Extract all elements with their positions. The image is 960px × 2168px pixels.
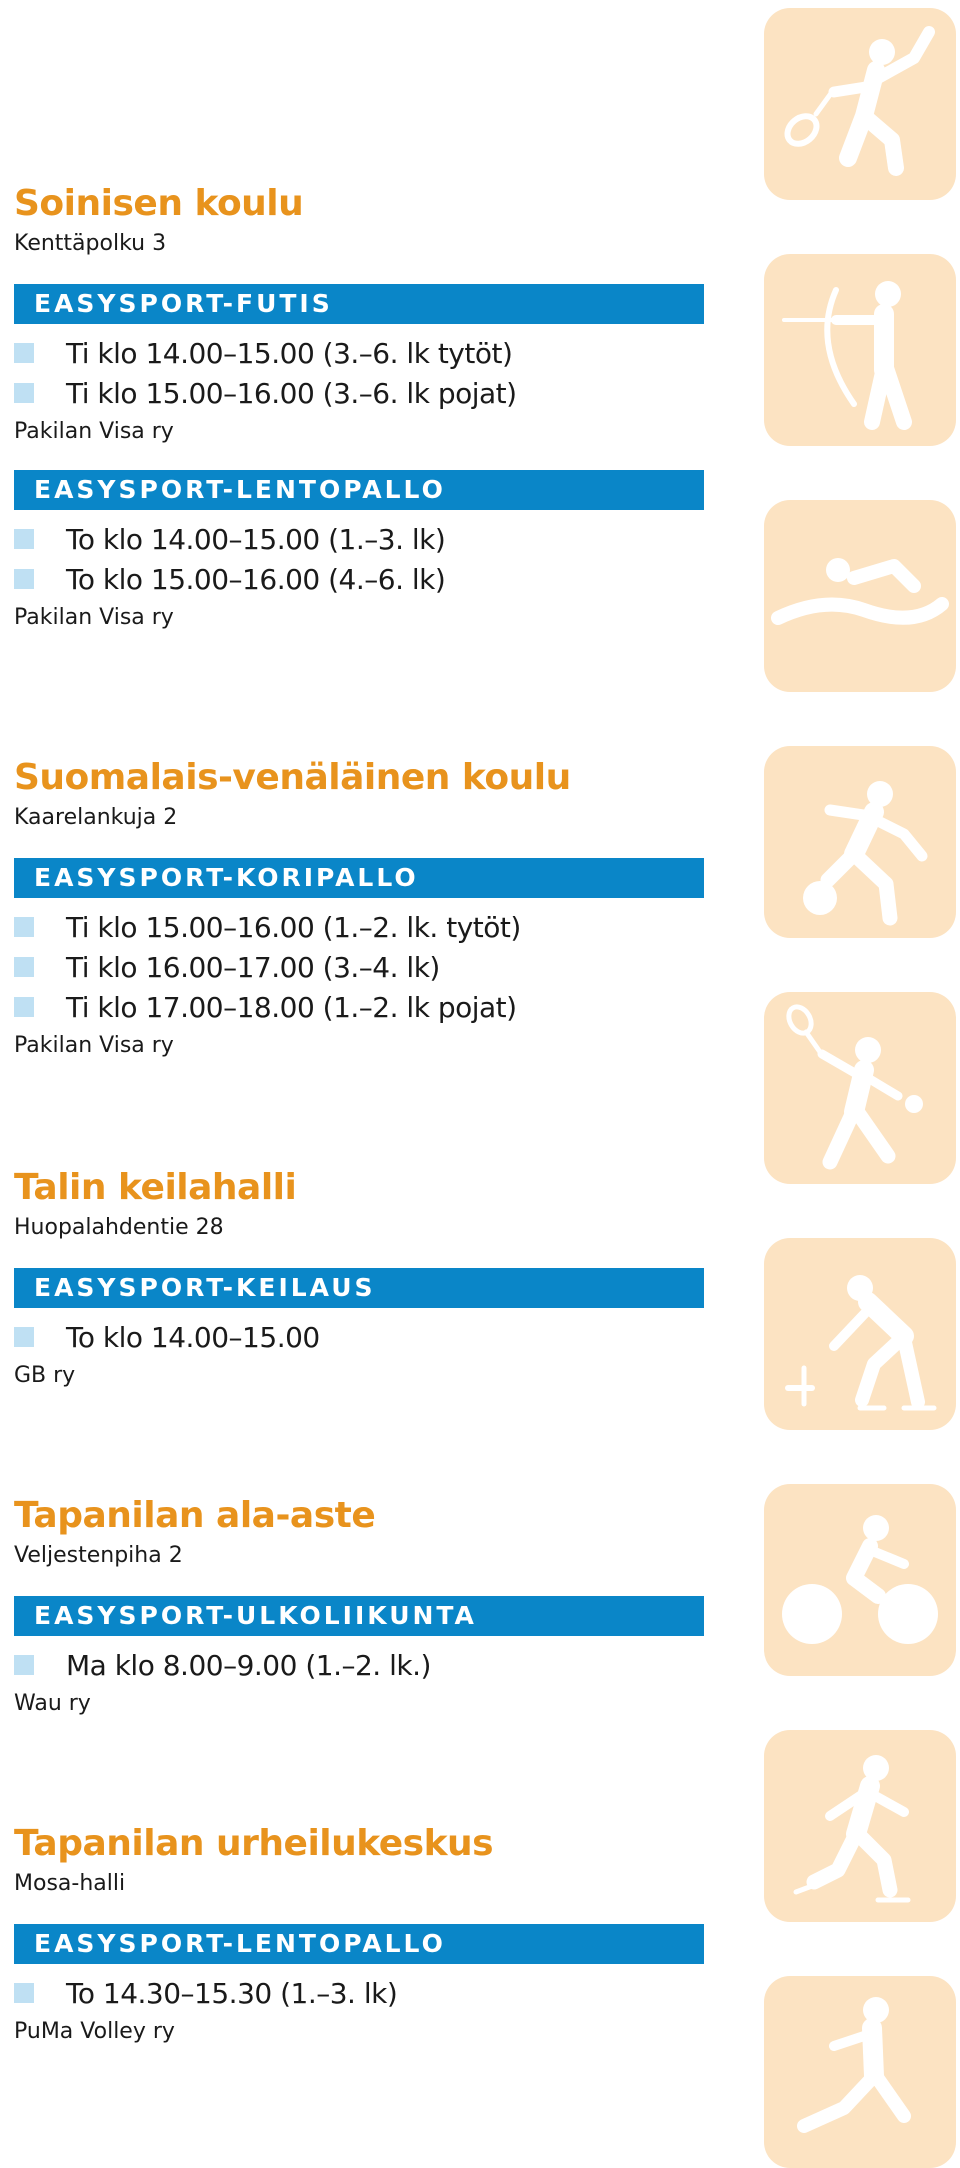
square-bullet-icon: [14, 957, 34, 977]
venue-title: Tapanilan urheilukeskus: [14, 1823, 494, 1864]
racket-sport-icon: [764, 1976, 956, 2168]
time-slot-text: Ti klo 14.00–15.00 (3.–6. lk tytöt): [66, 337, 513, 370]
activity-block: [14, 284, 704, 446]
activity-header: EASYSPORT-ULKOLIIKUNTA: [14, 1596, 704, 1636]
time-slot: [14, 520, 704, 560]
time-list: [14, 520, 704, 600]
activity-block: [14, 1924, 704, 2046]
badminton-icon: [764, 8, 956, 200]
time-slot-text: Ti klo 15.00–16.00 (3.–6. lk pojat): [66, 377, 517, 410]
club-name: Wau ry: [14, 1691, 91, 1716]
venue-tapanilan-ala-aste: [14, 1494, 704, 1718]
square-bullet-icon: [14, 1327, 34, 1347]
time-list: [14, 1974, 704, 2014]
archery-icon: [764, 254, 956, 446]
time-slot: [14, 1646, 704, 1686]
venue-title: Talin keilahalli: [14, 1167, 297, 1208]
venue-address: Kenttäpolku 3: [14, 231, 167, 256]
time-list: [14, 1646, 704, 1686]
time-slot-text: To klo 15.00–16.00 (4.–6. lk): [66, 563, 446, 596]
time-list: [14, 1318, 704, 1358]
time-slot-text: Ma klo 8.00–9.00 (1.–2. lk.): [66, 1649, 431, 1682]
square-bullet-icon: [14, 383, 34, 403]
venue-title: Soinisen koulu: [14, 183, 304, 224]
square-bullet-icon: [14, 529, 34, 549]
venue-address: Huopalahdentie 28: [14, 1215, 224, 1240]
club-name: Pakilan Visa ry: [14, 1033, 174, 1058]
activity-block: [14, 470, 704, 632]
activity-block: [14, 1596, 704, 1718]
time-slot: [14, 560, 704, 600]
venue-title: Suomalais-venäläinen koulu: [14, 757, 571, 798]
venue-address: Mosa-halli: [14, 1871, 126, 1896]
time-slot-text: Ti klo 16.00–17.00 (3.–4. lk): [66, 951, 440, 984]
venue-tapanilan-urheilukeskus: [14, 1822, 704, 2046]
tennis-icon: [764, 992, 956, 1184]
square-bullet-icon: [14, 1983, 34, 2003]
time-slot-text: To klo 14.00–15.00 (1.–3. lk): [66, 523, 446, 556]
venue-title: Tapanilan ala-aste: [14, 1495, 376, 1536]
time-slot: [14, 948, 704, 988]
time-slot: [14, 374, 704, 414]
club-name: Pakilan Visa ry: [14, 419, 174, 444]
club-name: GB ry: [14, 1363, 76, 1388]
activity-block: [14, 858, 704, 1060]
club-name: Pakilan Visa ry: [14, 605, 174, 630]
square-bullet-icon: [14, 343, 34, 363]
venue-suomalais-venalainen-koulu: [14, 756, 704, 1060]
time-slot-text: Ti klo 17.00–18.00 (1.–2. lk pojat): [66, 991, 517, 1024]
time-slot: [14, 908, 704, 948]
activity-header: EASYSPORT-LENTOPALLO: [14, 1924, 704, 1964]
activity-header: EASYSPORT-LENTOPALLO: [14, 470, 704, 510]
time-slot: [14, 334, 704, 374]
time-list: [14, 908, 704, 1028]
venue-address: Veljestenpiha 2: [14, 1543, 183, 1568]
square-bullet-icon: [14, 917, 34, 937]
time-slot-text: To klo 14.00–15.00: [66, 1321, 320, 1354]
bowling-icon: [764, 1238, 956, 1430]
cycling-icon: [764, 1484, 956, 1676]
square-bullet-icon: [14, 997, 34, 1017]
activity-header: EASYSPORT-KEILAUS: [14, 1268, 704, 1308]
activity-header: EASYSPORT-FUTIS: [14, 284, 704, 324]
swimming-icon: [764, 500, 956, 692]
football-icon: [764, 746, 956, 938]
square-bullet-icon: [14, 1655, 34, 1675]
activity-header: EASYSPORT-KORIPALLO: [14, 858, 704, 898]
time-slot: [14, 988, 704, 1028]
time-slot: [14, 1974, 704, 2014]
time-slot-text: To 14.30–15.30 (1.–3. lk): [66, 1977, 398, 2010]
venue-address: Kaarelankuja 2: [14, 805, 178, 830]
skating-icon: [764, 1730, 956, 1922]
activity-block: [14, 1268, 704, 1390]
venue-soinisen-koulu: [14, 182, 704, 632]
club-name: PuMa Volley ry: [14, 2019, 175, 2044]
time-slot-text: Ti klo 15.00–16.00 (1.–2. lk. tytöt): [66, 911, 521, 944]
time-list: [14, 334, 704, 414]
time-slot: [14, 1318, 704, 1358]
venue-talin-keilahalli: [14, 1166, 704, 1390]
square-bullet-icon: [14, 569, 34, 589]
